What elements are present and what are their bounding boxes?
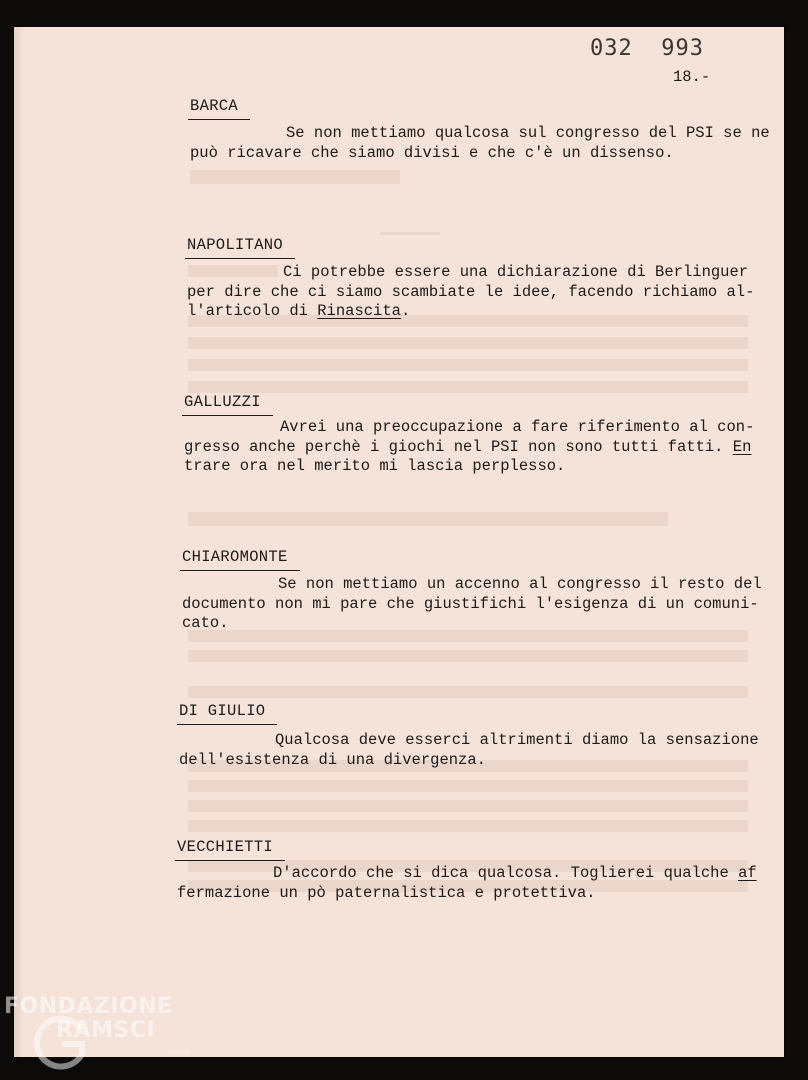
speech-di-giulio	[179, 731, 759, 770]
speech-line-with-title	[187, 302, 754, 322]
speaker-napolitano: NAPOLITANO	[187, 236, 284, 254]
speech-text: gresso anche perchè i giochi nel PSI non sono tutti fatti.	[184, 437, 733, 456]
speech-vecchietti	[177, 864, 757, 903]
speech-line: cato.	[182, 614, 229, 632]
speech-galluzzi	[184, 418, 754, 477]
watermark-line-3: onlus	[168, 1046, 190, 1055]
watermark-line-1: FONDAZIONE	[4, 994, 173, 1019]
speech-line: documento non mi pare che giustifichi l'esigenza di un comuni-	[182, 594, 759, 613]
speech-line: Se non mettiamo qualcosa sul congresso del PSI se ne	[286, 124, 770, 142]
speech-line: fermazione un pò paternalistica e protettiva.	[177, 883, 596, 902]
speech-line	[177, 864, 757, 884]
watermark-line-2: RAMSCI	[56, 1018, 156, 1043]
speech-line: Qualcosa deve esserci altrimenti diamo la sensazione	[275, 731, 759, 749]
hyphen-fragment: En	[732, 437, 752, 456]
speaker-barca: BARCA	[190, 97, 239, 115]
speech-line: Ci potrebbe essere una dichiarazione di Berlinguer	[283, 263, 749, 281]
fondazione-gramsci-watermark	[4, 990, 204, 1080]
speech-text: .	[400, 302, 411, 320]
speaker-galluzzi: GALLUZZI	[184, 393, 261, 411]
speech-line: per dire che ci siamo scambiate le idee, facendo richiamo al-	[187, 282, 755, 301]
speech-line: dell'esistenza di una divergenza.	[179, 750, 486, 769]
speech-line: trare ora nel merito mi lascia perplesso.	[184, 457, 566, 475]
speech-chiaromonte	[182, 575, 762, 634]
speech-line	[184, 438, 754, 458]
speech-text: l'articolo di	[187, 302, 318, 320]
speaker-vecchietti: VECCHIETTI	[177, 838, 274, 856]
speaker-chiaromonte: CHIAROMONTE	[182, 548, 288, 566]
publication-title: Rinascita	[317, 302, 401, 320]
speech-line: può ricavare che siamo divisi e che c'è un dissenso.	[190, 143, 674, 162]
speech-text: D'accordo che si dica qualcosa. Toglierei qualche	[273, 864, 739, 882]
archive-stamp-number: 032 993	[590, 36, 704, 61]
page-number: 18.-	[673, 68, 711, 86]
speech-barca	[190, 124, 770, 163]
hyphen-fragment: af	[738, 864, 757, 882]
speech-line: Se non mettiamo un accenno al congresso il resto del	[278, 575, 762, 593]
speech-napolitano	[187, 263, 754, 322]
speaker-di-giulio: DI GIULIO	[179, 702, 266, 720]
speech-line: Avrei una preoccupazione a fare riferimento al con-	[280, 418, 755, 436]
